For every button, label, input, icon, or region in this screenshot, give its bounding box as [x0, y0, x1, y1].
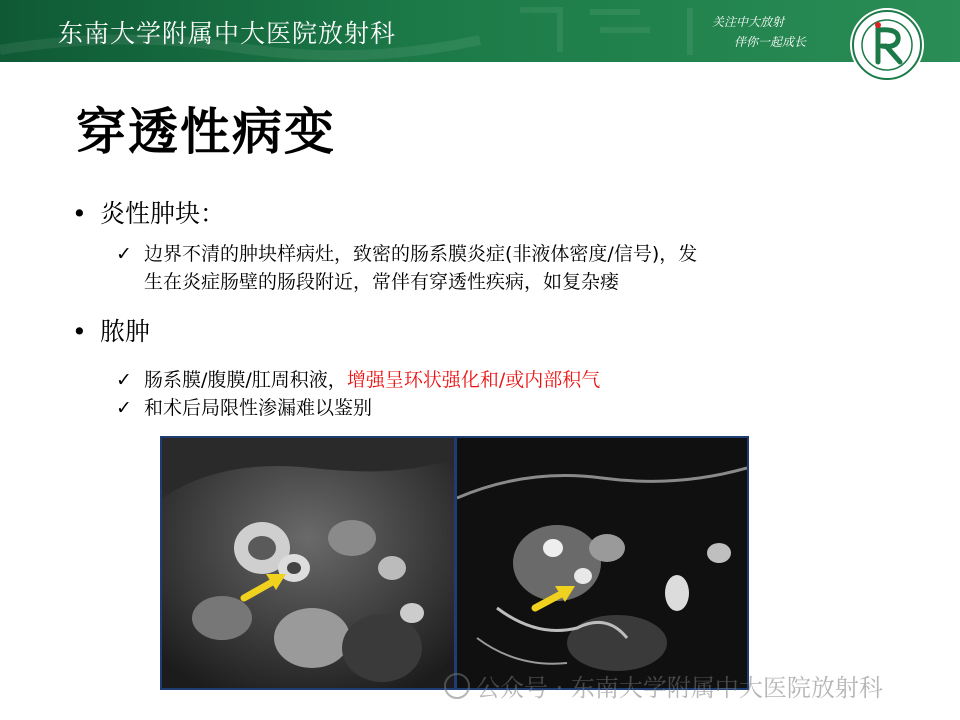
- header-title: 东南大学附属中大医院放射科: [58, 19, 397, 48]
- mri-scan-left: [162, 438, 454, 688]
- wechat-icon: [444, 673, 470, 699]
- sub-item-line-1: 边界不清的肿块样病灶，致密的肠系膜炎症(非液体密度/信号)，发: [144, 243, 698, 265]
- sub-item-text: 肠系膜/腹膜/肛周积液，: [144, 369, 347, 391]
- watermark-text: 公众号 · 东南大学附属中大医院放射科: [476, 674, 883, 702]
- check-icon: ✓: [116, 369, 132, 391]
- bullet-label: 炎性肿块：: [100, 199, 226, 228]
- check-icon: ✓: [116, 397, 132, 419]
- slogan-line-2: 伴你一起成长: [734, 35, 807, 49]
- slogan-line-1: 关注中大放射: [712, 15, 785, 29]
- slide-title: 穿透性病变: [76, 103, 336, 161]
- sub-item: [116, 394, 372, 422]
- header-slogan: [712, 12, 806, 52]
- sub-item: [116, 366, 600, 394]
- bullet-abscess: [72, 312, 150, 348]
- bullet-label: 脓肿: [100, 317, 151, 346]
- sub-item: [116, 240, 697, 296]
- mri-image-right: [455, 436, 749, 690]
- header-bar: [0, 0, 960, 62]
- sub-item-text: 和术后局限性渗漏难以鉴别: [144, 397, 373, 419]
- bullet-inflammatory-mass: [72, 194, 225, 230]
- sub-item-highlight: 增强呈环状强化和/或内部积气: [346, 369, 601, 391]
- watermark: [444, 668, 883, 703]
- check-icon: ✓: [116, 243, 132, 265]
- bullet-icon: •: [72, 317, 87, 346]
- bullet-icon: •: [72, 199, 87, 228]
- mri-scan-right: [457, 438, 747, 688]
- sub-item-line-2: 生在炎症肠壁的肠段附近，常伴有穿透性疾病，如复杂瘘: [144, 271, 620, 293]
- mri-image-left: [160, 436, 456, 690]
- hospital-logo: [848, 6, 926, 84]
